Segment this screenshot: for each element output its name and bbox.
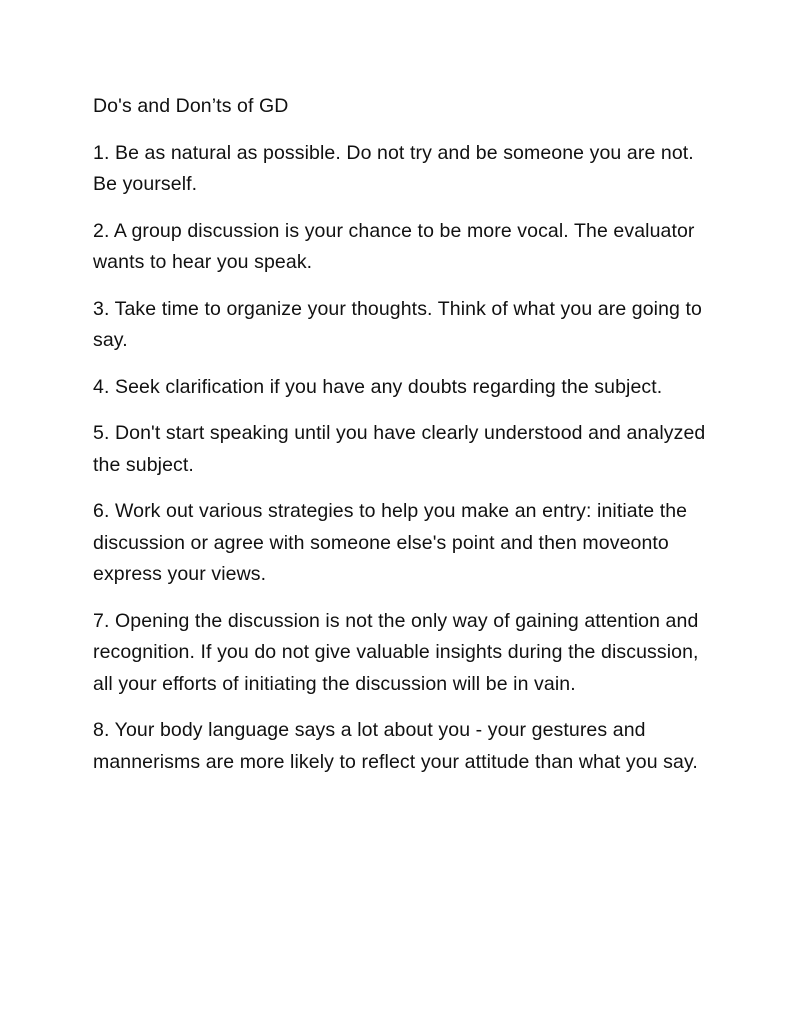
paragraph-7: 7. Opening the discussion is not the only way of gaining attention and recognition. If you do not give valuable insights during the discussion, all your efforts of initiating the discussion will be in vain. — [93, 609, 699, 695]
paragraph-1: 1. Be as natural as possible. Do not try and be someone you are not. Be yourself. — [93, 141, 694, 195]
paragraph-3: 3. Take time to organize your thoughts. Think of what you are going to say. — [93, 297, 702, 351]
paragraph-8: 8. Your body language says a lot about you - your gestures and mannerisms are more likely to reflect your attitude than what you say. — [93, 719, 698, 773]
document-page — [93, 91, 713, 793]
paragraph-5: 5. Don't start speaking until you have clearly understood and analyzed the subject. — [93, 422, 706, 476]
paragraph-2: 2. A group discussion is your chance to be more vocal. The evaluator wants to hear you speak. — [93, 219, 695, 273]
paragraph-4: 4. Seek clarification if you have any doubts regarding the subject. — [93, 375, 663, 398]
document-title: Do's and Don’ts of GD — [93, 95, 289, 117]
paragraph-6: 6. Work out various strategies to help you make an entry: initiate the discussion or agree with someone else's point and then moveonto express your views. — [93, 500, 688, 585]
